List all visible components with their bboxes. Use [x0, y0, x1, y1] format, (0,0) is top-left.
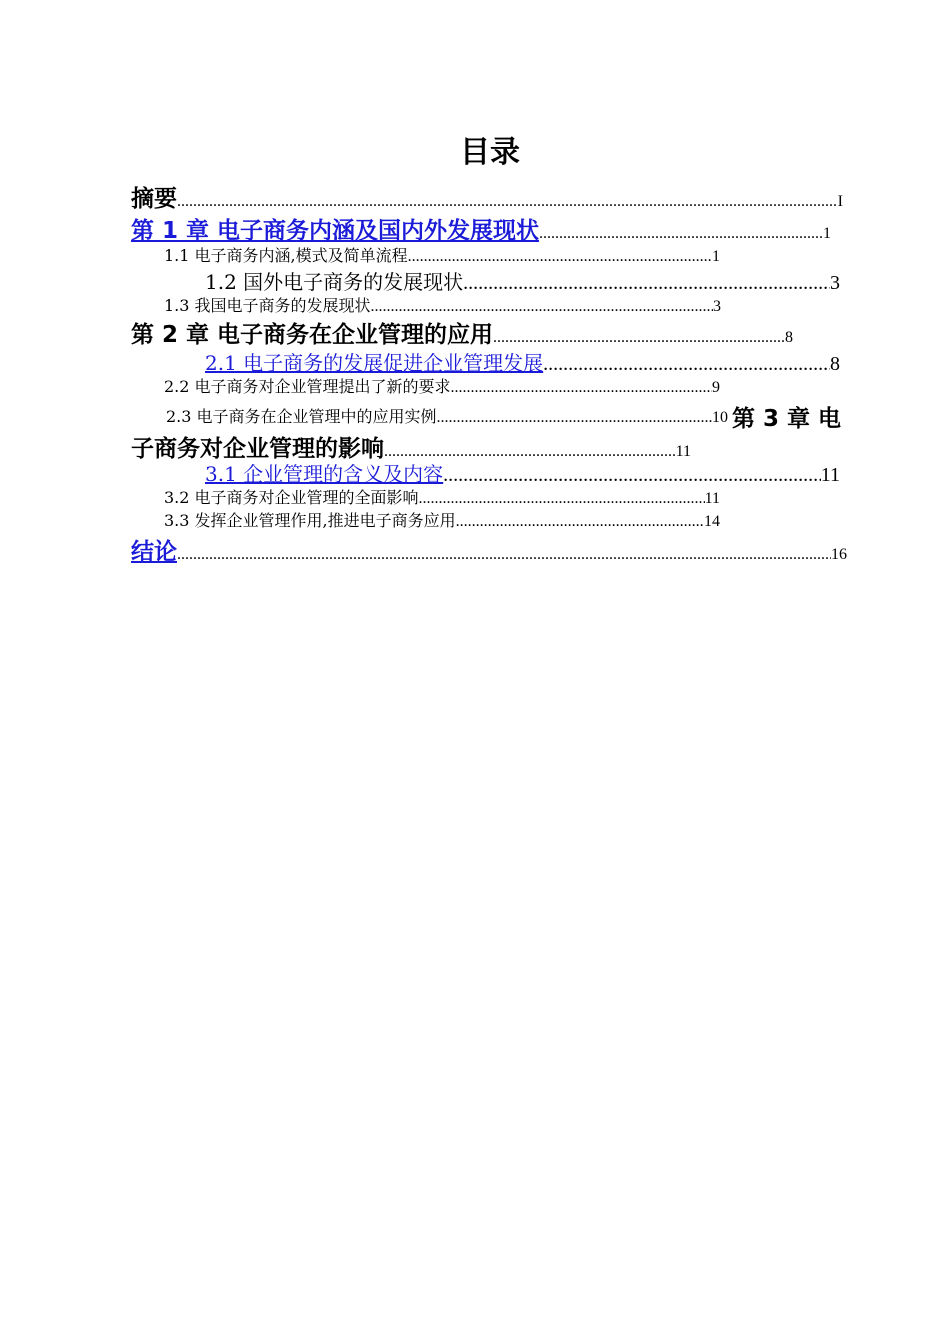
toc-label: 2.3 电子商务在企业管理中的应用实例	[166, 407, 437, 426]
toc-link[interactable]: 结论	[131, 539, 177, 565]
dot-leader	[539, 225, 823, 243]
toc-entry-2-1[interactable]	[205, 347, 840, 376]
dot-leader	[493, 329, 785, 347]
dot-leader	[456, 513, 704, 531]
toc-entry-conclusion[interactable]	[131, 533, 847, 566]
toc-label: 3.2 电子商务对企业管理的全面影响	[164, 488, 419, 507]
toc-page-number: 8	[785, 329, 793, 346]
toc-title: 目录	[460, 135, 520, 170]
dot-leader	[177, 546, 831, 564]
toc-page-number: 16	[831, 546, 847, 563]
toc-label: 1.2 国外电子商务的发展现状	[205, 270, 464, 294]
toc-page-number: 14	[704, 513, 720, 530]
toc-label: 第 2 章 电子商务在企业管理的应用	[131, 322, 494, 348]
toc-page-number: 11	[820, 464, 840, 486]
toc-label: 子商务对企业管理的影响	[131, 436, 384, 462]
toc-page-number: 3	[713, 298, 721, 315]
toc-label: 1.3 我国电子商务的发展现状	[164, 296, 371, 315]
toc-entry-2-3[interactable]	[166, 404, 728, 427]
dot-leader	[408, 248, 712, 266]
toc-page-number: 1	[712, 248, 720, 265]
dot-leader	[371, 298, 713, 316]
toc-page-number: 3	[830, 272, 840, 294]
toc-label: 摘要	[131, 186, 177, 212]
toc-entry-chapter-1[interactable]	[131, 212, 831, 245]
toc-entry-3-1[interactable]	[205, 458, 840, 487]
toc-entry-3-3[interactable]	[164, 508, 720, 531]
toc-entry-1-2[interactable]	[205, 266, 840, 295]
toc-page-number: I	[837, 193, 843, 210]
toc-entry-2-2[interactable]	[164, 374, 720, 397]
dot-leader	[177, 193, 838, 211]
toc-link[interactable]: 第 1 章 电子商务内涵及国内外发展现状	[131, 218, 540, 244]
dot-leader	[443, 464, 821, 487]
toc-link[interactable]: 2.1 电子商务的发展促进企业管理发展	[205, 351, 544, 375]
toc-page-number: 9	[712, 379, 720, 396]
dot-leader	[463, 272, 830, 295]
toc-page-number: 11	[704, 490, 720, 507]
toc-entry-3-2[interactable]	[164, 485, 720, 508]
toc-chapter-3-fragment: 第 3 章 电	[732, 406, 842, 432]
toc-page-number: 8	[830, 353, 840, 375]
toc-entry-1-1[interactable]	[164, 243, 720, 266]
dot-leader	[437, 409, 712, 427]
toc-page-number: 11	[675, 443, 691, 460]
toc-entry-chapter-2[interactable]	[131, 316, 793, 349]
toc-label: 1.1 电子商务内涵,模式及简单流程	[164, 246, 408, 265]
dot-leader	[419, 490, 705, 508]
toc-label: 2.2 电子商务对企业管理提出了新的要求	[164, 377, 451, 396]
toc-entry-1-3[interactable]	[164, 293, 721, 316]
toc-entry-abstract[interactable]	[131, 180, 843, 213]
toc-label: 3.3 发挥企业管理作用,推进电子商务应用	[164, 511, 456, 530]
dot-leader	[543, 353, 830, 376]
toc-page-number: 1	[823, 225, 831, 242]
toc-link[interactable]: 3.1 企业管理的含义及内容	[205, 462, 444, 486]
dot-leader	[451, 379, 712, 397]
toc-page-number: 10	[712, 409, 728, 426]
